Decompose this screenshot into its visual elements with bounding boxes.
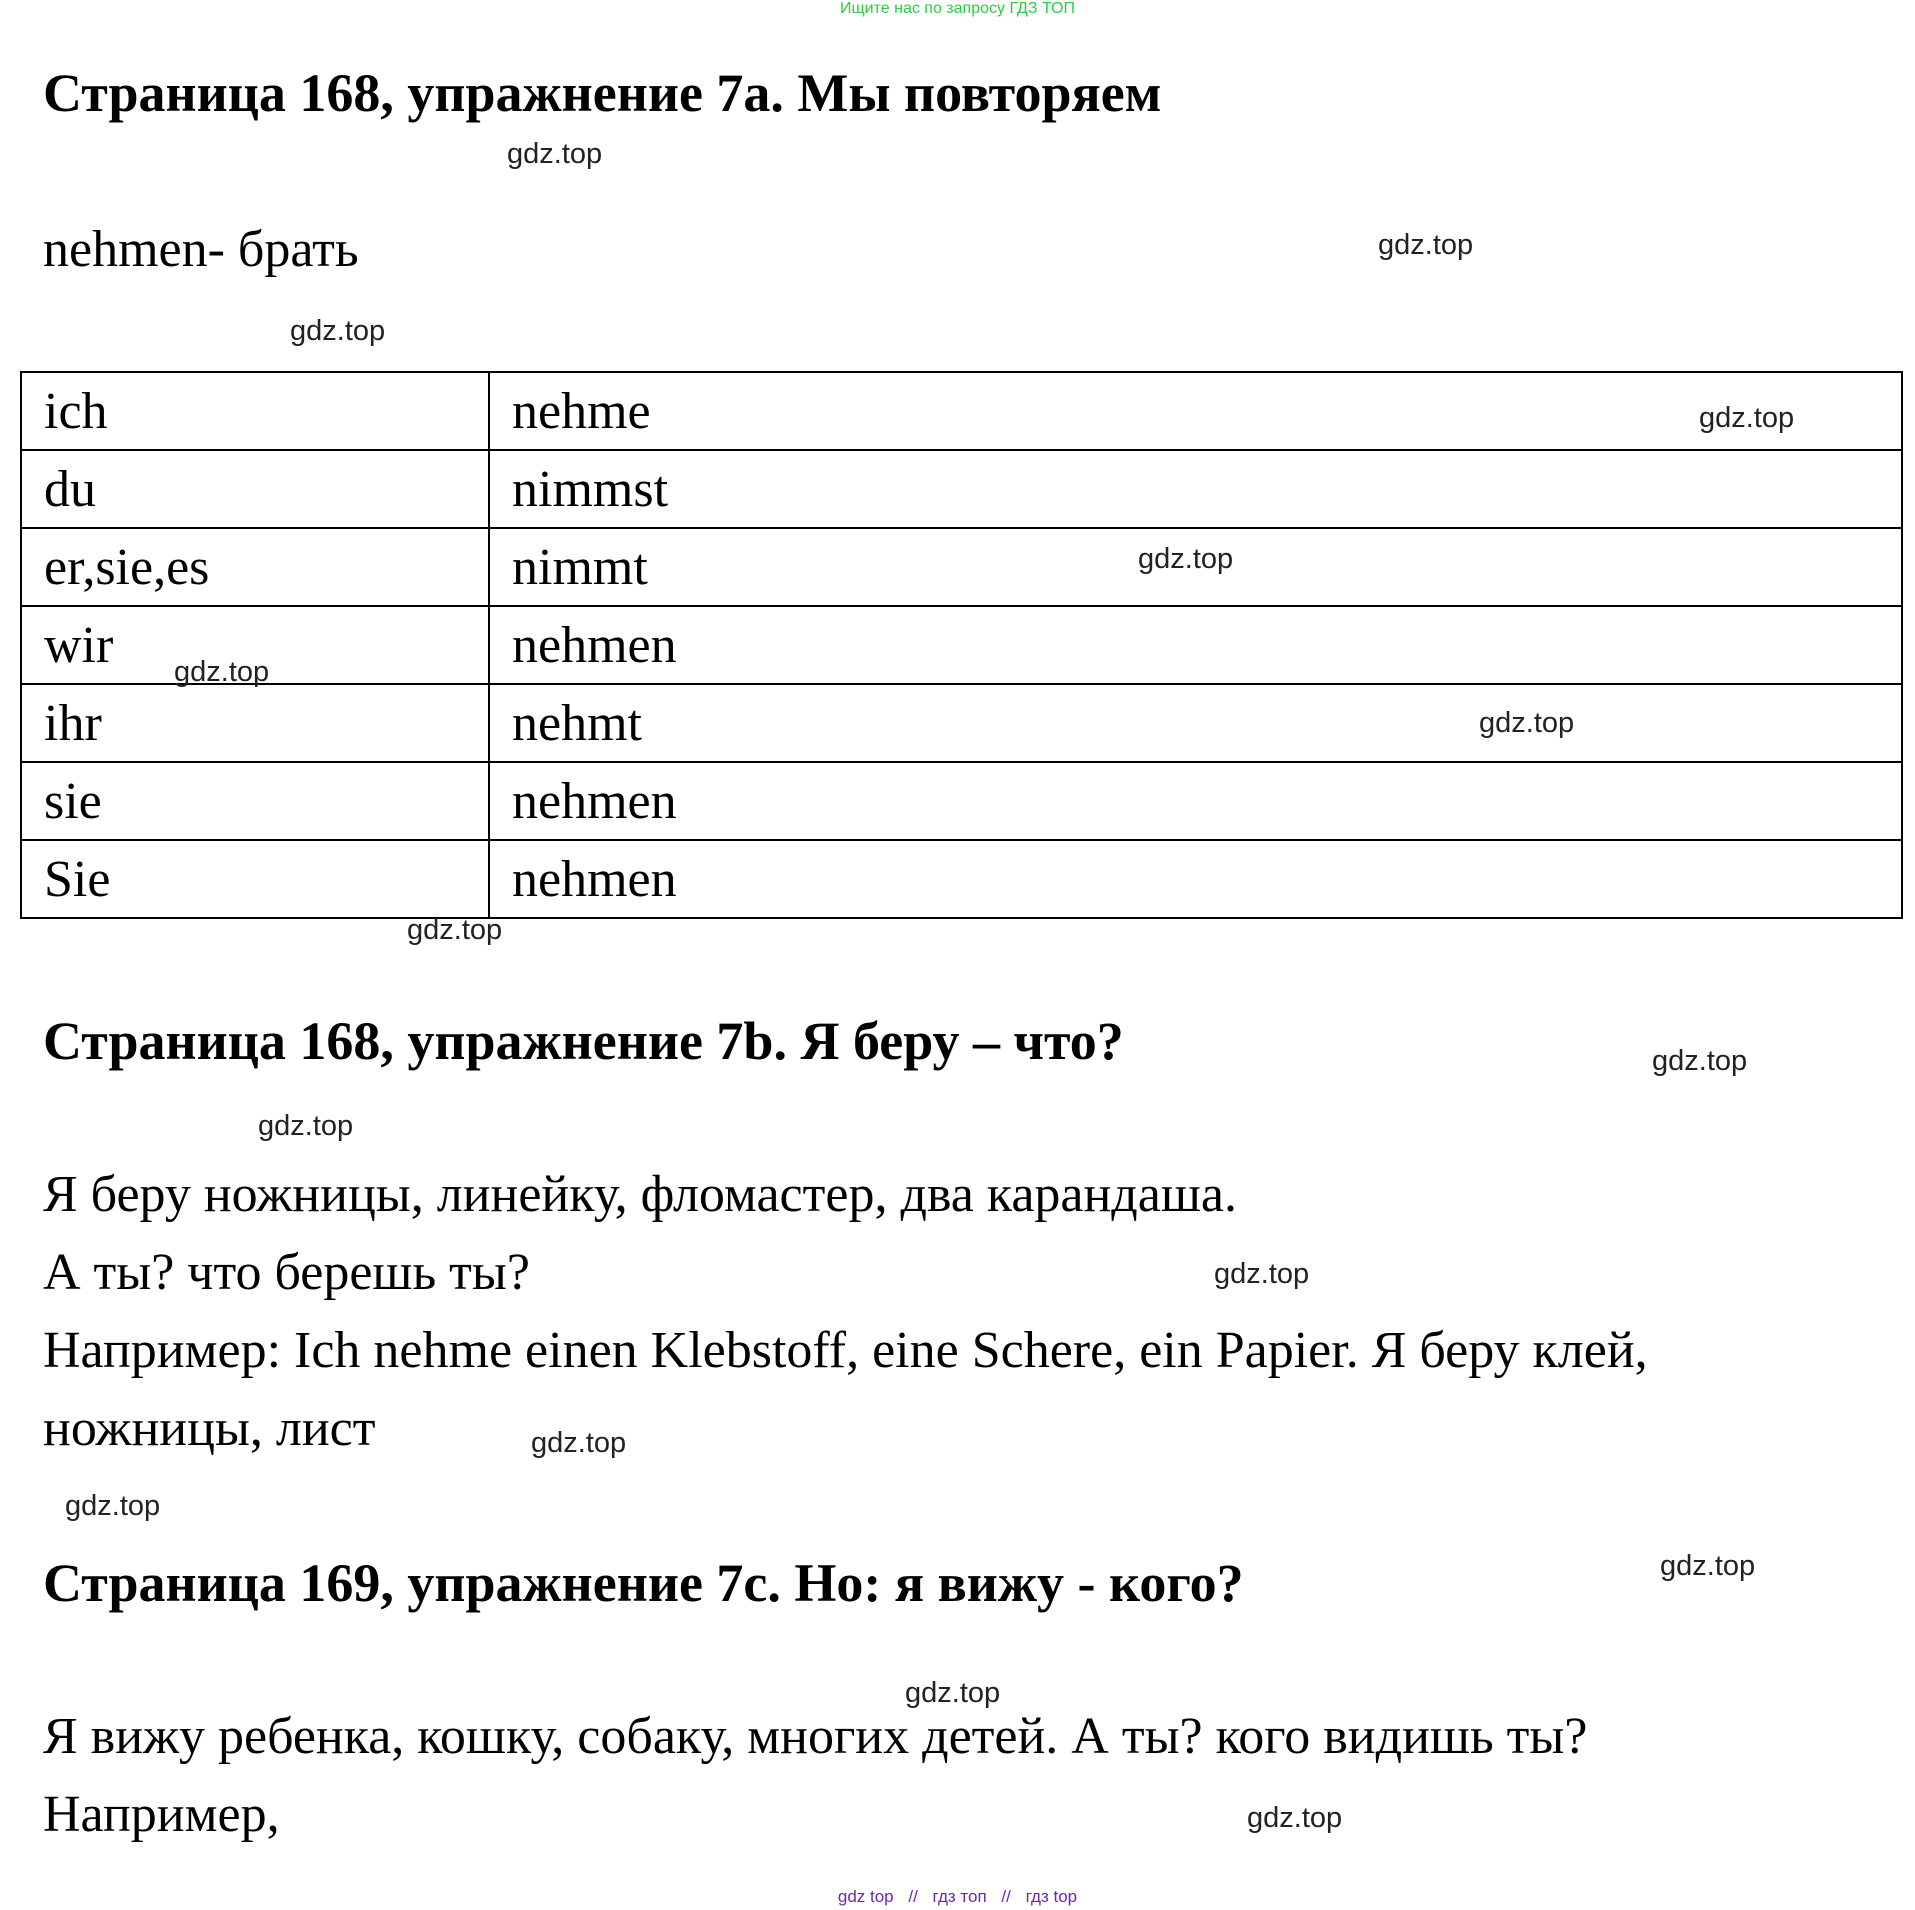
link-gdz-top-mixed[interactable]: гдз top xyxy=(1025,1887,1078,1906)
link-gdz-top[interactable]: gdz top xyxy=(837,1887,894,1906)
watermark: gdz.top xyxy=(1479,707,1575,739)
watermark: gdz.top xyxy=(290,315,386,347)
watermark: gdz.top xyxy=(1138,543,1234,575)
table-row xyxy=(21,528,1902,606)
watermark: gdz.top xyxy=(1214,1258,1310,1290)
text-line: А ты? что берешь ты? xyxy=(43,1244,530,1301)
watermark: gdz.top xyxy=(1247,1802,1343,1834)
section-c-heading: Страница 169, упражнение 7с. Но: я вижу - кого? xyxy=(43,1553,1244,1613)
table-row xyxy=(21,684,1902,762)
text-line: ножницы, лист xyxy=(43,1400,376,1457)
section-b-heading: Страница 168, упражнение 7b. Я беру – что? xyxy=(43,1011,1124,1071)
verb-form-cell: nehmen xyxy=(489,762,1902,840)
top-banner: Ищите нас по запросу ГДЗ ТОП xyxy=(840,0,1075,17)
verb-form-cell: nehme xyxy=(489,372,1902,450)
table-row xyxy=(21,606,1902,684)
link-gdz-top-ru[interactable]: гдз топ xyxy=(932,1887,987,1906)
pronoun-cell: du xyxy=(21,450,489,528)
verb-form-cell: nehmt xyxy=(489,684,1902,762)
table-row xyxy=(21,372,1902,450)
separator: // xyxy=(1001,1887,1011,1906)
watermark: gdz.top xyxy=(1660,1550,1756,1582)
watermark: gdz.top xyxy=(407,914,503,946)
watermark: gdz.top xyxy=(65,1490,161,1522)
watermark: gdz.top xyxy=(258,1110,354,1142)
watermark: gdz.top xyxy=(1652,1045,1748,1077)
table-row xyxy=(21,762,1902,840)
text-line: Например, xyxy=(43,1786,280,1843)
text-line: Например: Ich nehme einen Klebstoff, eine Schere, ein Papier. Я беру клей, xyxy=(43,1322,1648,1379)
pronoun-cell: ihr xyxy=(21,684,489,762)
watermark: gdz.top xyxy=(1378,229,1474,261)
verb-form-cell: nimmst xyxy=(489,450,1902,528)
verb-form-cell: nimmt xyxy=(489,528,1902,606)
watermark: gdz.top xyxy=(905,1677,1001,1709)
text-line: Я беру ножницы, линейку, фломастер, два карандаша. xyxy=(43,1166,1237,1223)
conjugation-table xyxy=(20,371,1903,919)
watermark: gdz.top xyxy=(174,656,270,688)
section-a-heading: Страница 168, упражнение 7а. Мы повторяем xyxy=(43,63,1162,123)
watermark: gdz.top xyxy=(507,138,603,170)
pronoun-cell: ich xyxy=(21,372,489,450)
verb-definition: nehmen- брать xyxy=(43,221,359,278)
pronoun-cell: wir xyxy=(21,606,489,684)
table-row xyxy=(21,450,1902,528)
table-row xyxy=(21,840,1902,918)
watermark: gdz.top xyxy=(1699,402,1795,434)
bottom-links xyxy=(0,1887,1915,1907)
pronoun-cell: Sie xyxy=(21,840,489,918)
pronoun-cell: sie xyxy=(21,762,489,840)
verb-form-cell: nehmen xyxy=(489,840,1902,918)
separator: // xyxy=(908,1887,918,1906)
verb-form-cell: nehmen xyxy=(489,606,1902,684)
text-line: Я вижу ребенка, кошку, собаку, многих детей. А ты? кого видишь ты? xyxy=(43,1708,1588,1765)
watermark: gdz.top xyxy=(531,1427,627,1459)
pronoun-cell: er,sie,es xyxy=(21,528,489,606)
